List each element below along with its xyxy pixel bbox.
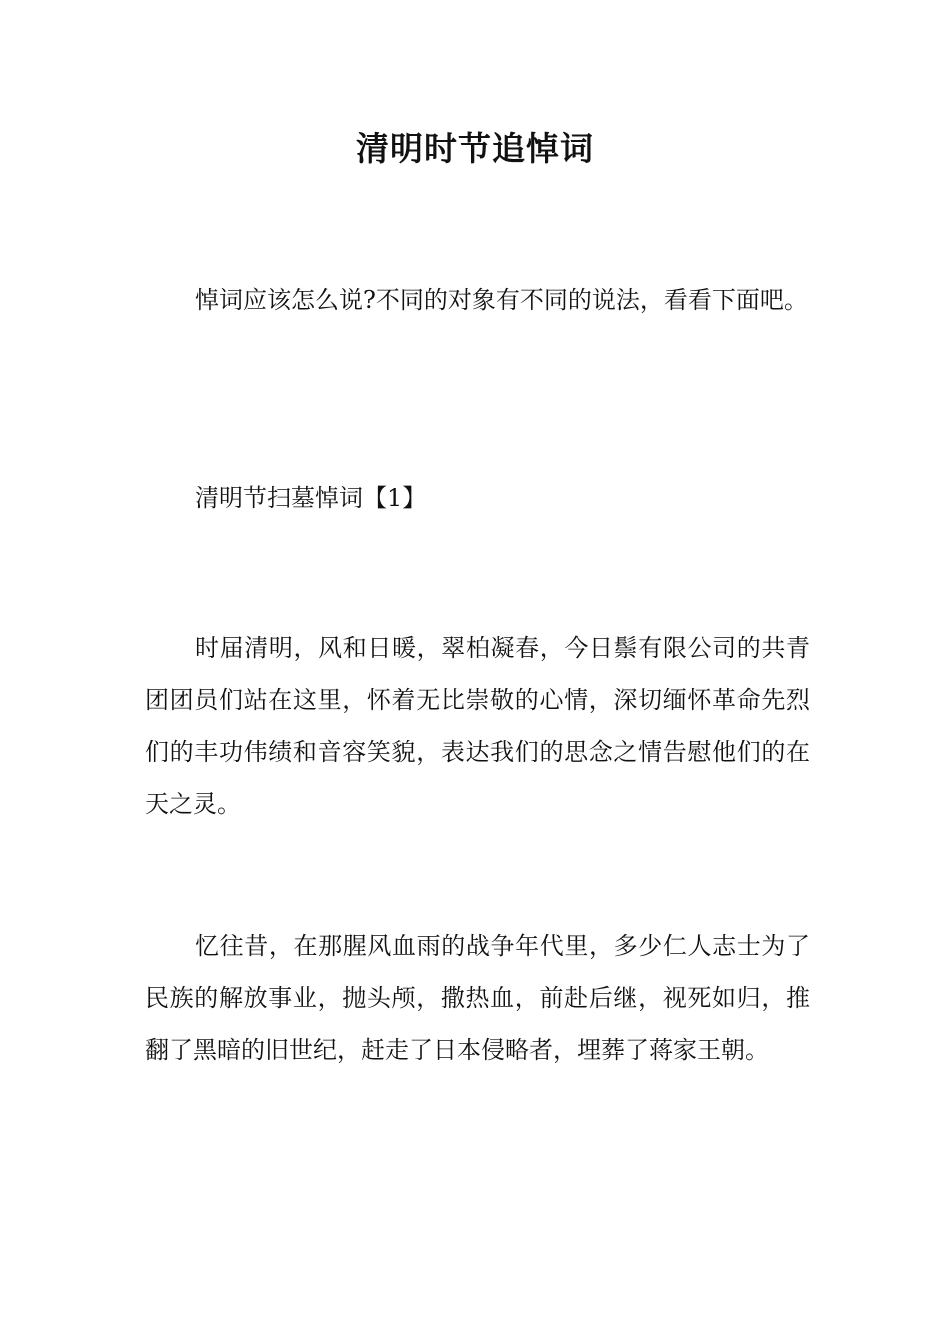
body-paragraph: 时届清明，风和日暖，翠柏凝春，今日鬃有限公司的共青团团员们站在这里，怀着无比崇敬的心情，深切缅怀革命先烈们的丰功伟绩和音容笑貌，表达我们的思念之情告慰他们的在天之灵。	[145, 634, 810, 818]
body-paragraph: 忆往昔，在那腥风血雨的战争年代里，多少仁人志士为了民族的解放事业，抛头颅，撒热血，前赴后继，视死如归，推翻了黑暗的旧世纪，赶走了日本侵略者，埋葬了蒋家王朝。	[145, 932, 810, 1064]
document-title: 清明时节追悼词	[356, 129, 594, 168]
intro-paragraph: 悼词应该怎么说?不同的对象有不同的说法，看看下面吧。	[195, 286, 808, 314]
section-heading: 清明节扫墓悼词【1】	[195, 484, 427, 512]
